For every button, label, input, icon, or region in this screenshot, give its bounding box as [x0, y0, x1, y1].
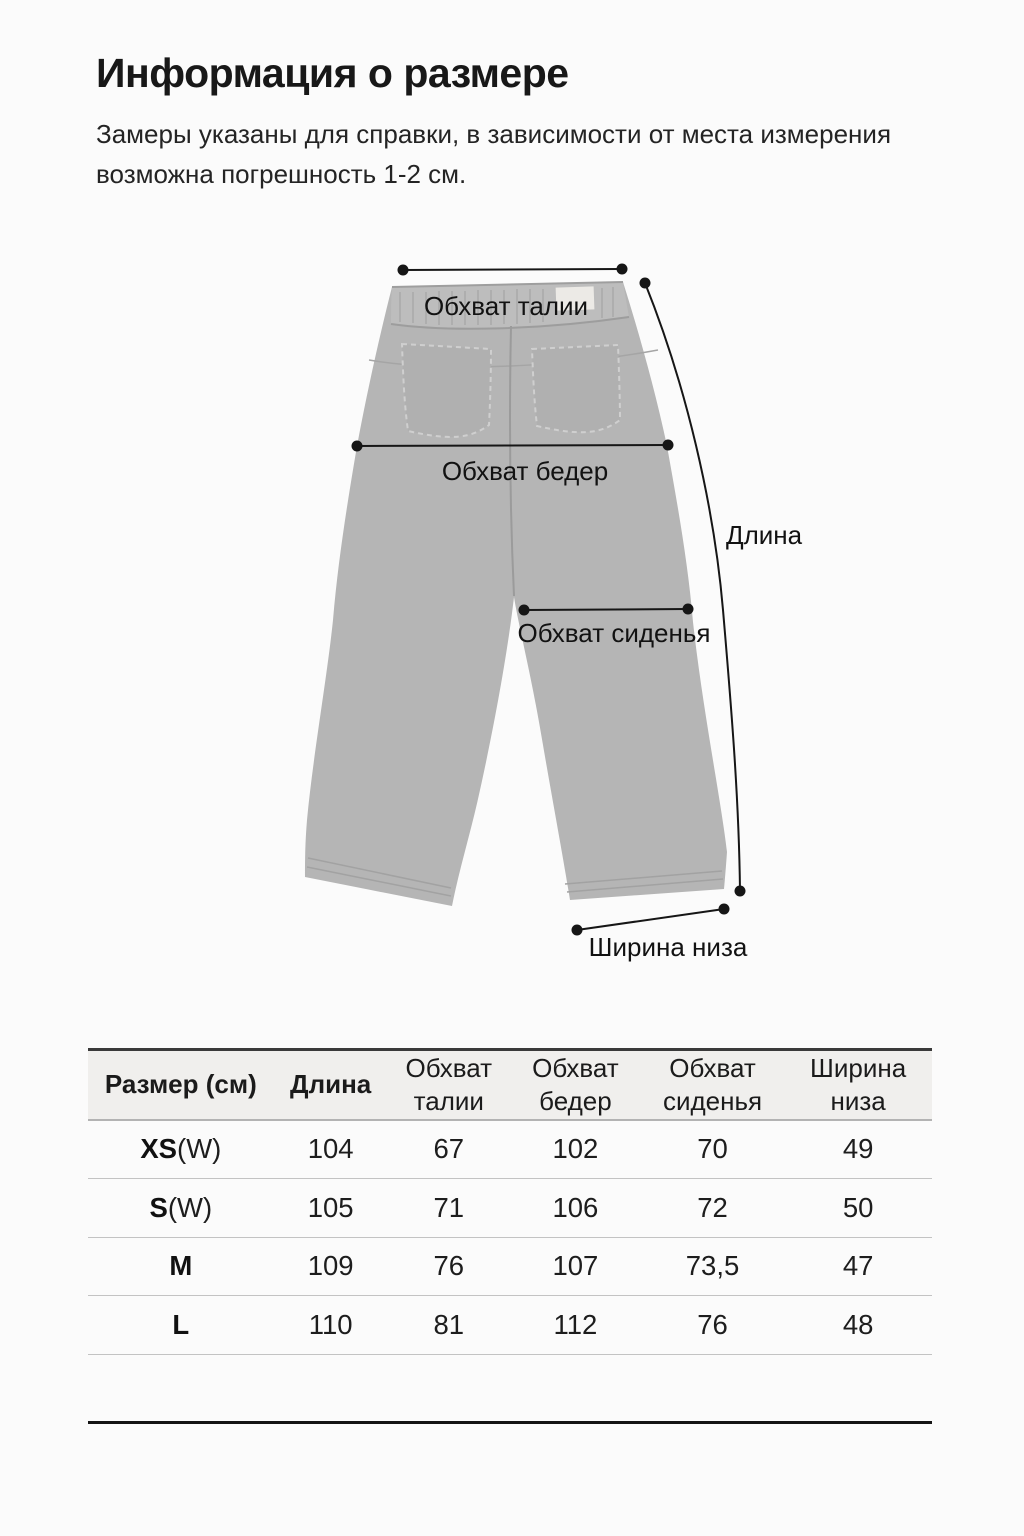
- hem-width-measure-label: Ширина низа: [588, 932, 748, 962]
- hem-cell: 48: [842, 1308, 874, 1340]
- hem-width-measure-line: [572, 904, 730, 936]
- header-waist: Обхват талии: [405, 1052, 493, 1116]
- hips-cell: 106: [552, 1191, 599, 1223]
- waist-cell: 71: [433, 1191, 465, 1223]
- waist-measure-line: [398, 264, 628, 276]
- bottom-divider: [88, 1421, 932, 1424]
- header-length: Длина: [290, 1069, 372, 1099]
- hips-cell: 112: [553, 1308, 598, 1340]
- table-header-row: [88, 1051, 932, 1121]
- length-cell: 104: [307, 1133, 354, 1165]
- seat-cell: 72: [697, 1191, 728, 1223]
- hem-cell: 50: [842, 1191, 874, 1223]
- waist-cell: 81: [433, 1308, 465, 1340]
- table-row-s: [88, 1179, 932, 1238]
- seat-cell: 70: [697, 1133, 728, 1165]
- length-cell: 105: [307, 1191, 354, 1223]
- size-cell: XS(W): [140, 1133, 222, 1165]
- waist-cell: 67: [433, 1133, 465, 1165]
- waist-measure-label: Обхват талии: [423, 291, 589, 321]
- size-cell: L: [172, 1308, 190, 1340]
- subtitle-line-1: Замеры указаны для справки, в зависимости от места измерения: [96, 119, 892, 149]
- waist-cell: 76: [433, 1250, 465, 1282]
- size-cell: M: [169, 1250, 193, 1282]
- hips-cell: 102: [552, 1133, 599, 1165]
- header-hem: Ширина низа: [810, 1052, 907, 1116]
- hips-cell: 107: [552, 1250, 599, 1282]
- table-row-l: [88, 1296, 932, 1355]
- table-row-m: [88, 1238, 932, 1297]
- seat-cell: 73,5: [685, 1250, 740, 1282]
- hem-cell: 49: [842, 1133, 874, 1165]
- hem-cell: 47: [842, 1250, 874, 1282]
- pants-shape: [305, 282, 727, 906]
- length-cell: 109: [307, 1250, 354, 1282]
- length-cell: 110: [308, 1308, 353, 1340]
- seat-measure-label: Обхват сиденья: [517, 618, 711, 648]
- seat-cell: 76: [697, 1308, 728, 1340]
- header-seat: Обхват сиденья: [662, 1052, 763, 1116]
- size-cell: S(W): [149, 1191, 213, 1223]
- header-hips: Обхват бедер: [532, 1052, 619, 1116]
- size-table: [88, 1048, 932, 1355]
- subtitle-line-2: возможна погрешность 1-2 см.: [96, 159, 467, 189]
- length-measure-label: Длина: [726, 520, 803, 550]
- page-title: Информация о размере: [96, 50, 569, 96]
- table-row-xs: [88, 1121, 932, 1180]
- hips-measure-label: Обхват бедер: [441, 456, 609, 486]
- header-size: Размер (см): [104, 1069, 257, 1099]
